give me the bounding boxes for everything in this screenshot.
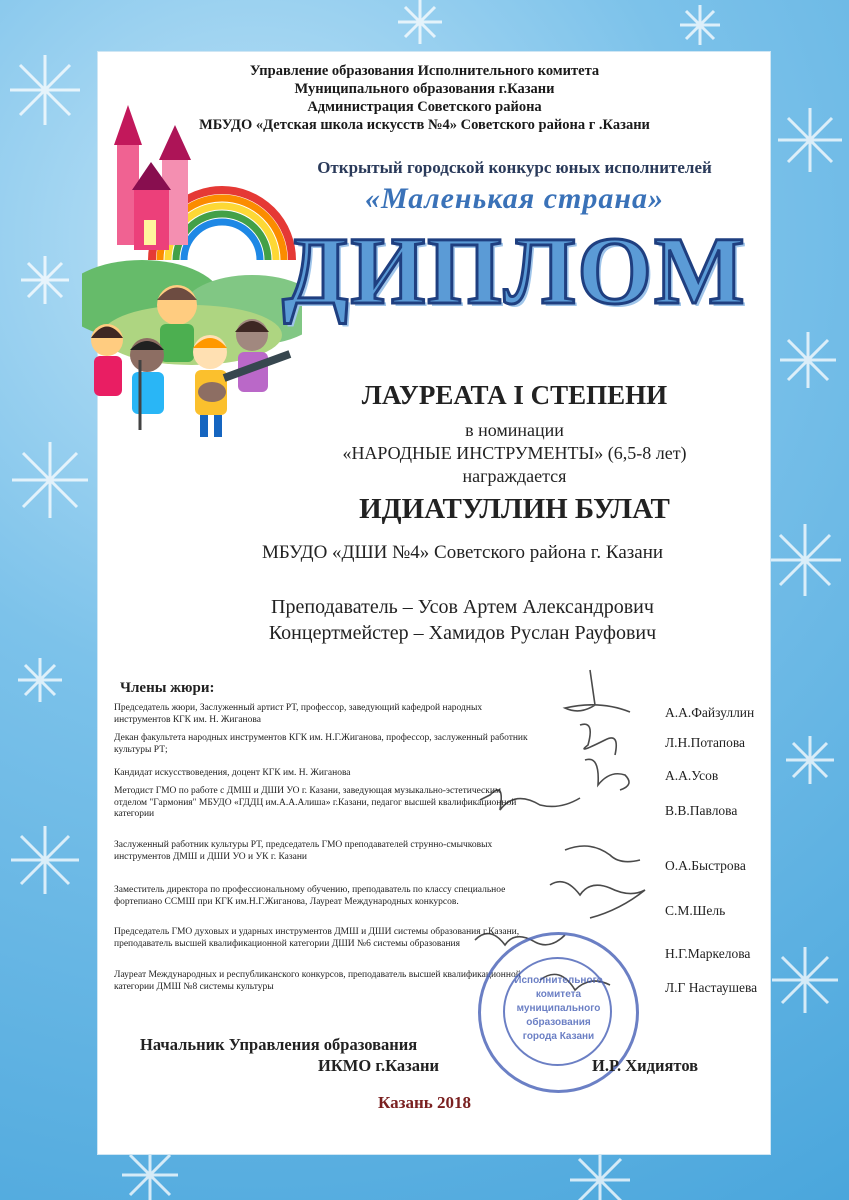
jury-member-desc: Кандидат искусствоведения, доцент КГК им. Н. Жиганова xyxy=(114,768,351,778)
accompanist-line: Концертмейстер – Хамидов Руслан Рауфович xyxy=(268,622,657,644)
jury-member-name: С.М.Шель xyxy=(665,903,726,918)
jury-member-name: А.А.Усов xyxy=(665,768,719,783)
jury-member-name: А.А.Файзуллин xyxy=(665,705,755,720)
head-title-line-1: Начальник Управления образования xyxy=(140,1035,418,1054)
header-line-2: Муниципального образования г.Казани xyxy=(294,81,555,97)
stamp-line-2: комитета xyxy=(535,989,582,1000)
jury-member-name: Л.Н.Потапова xyxy=(665,735,746,750)
stamp-line-3: муниципального xyxy=(516,1003,601,1014)
jury-member-name: Л.Г Настаушева xyxy=(665,980,758,995)
contest-name: «Маленькая страна» xyxy=(364,182,665,215)
award-degree: ЛАУРЕАТА I СТЕПЕНИ xyxy=(361,380,668,410)
awarded-label: награждается xyxy=(462,466,567,486)
city-year: Казань 2018 xyxy=(378,1093,471,1112)
header-line-3: Администрация Советского района xyxy=(307,99,542,115)
jury-member-desc: Методист ГМО по работе с ДМШ и ДШИ УО г. Казани, заведующая музыкально-эстетическим отделом "Гармония" МБУДО «ГДДЦ им.А.А.Алиша» г.Казани, педагог высшей квалификационной категории xyxy=(114,786,517,819)
nomination: «НАРОДНЫЕ ИНСТРУМЕНТЫ» (6,5-8 лет) xyxy=(342,443,687,463)
jury-member-desc: Заместитель директора по профессиональному обучению, преподаватель по классу специальное фортепиано ССМШ при КГК им.Н.Г.Жиганова, Лауреат Международных конкурсов. xyxy=(114,885,506,907)
stamp-line-4: образования xyxy=(526,1017,591,1028)
header-line-4: МБУДО «Детская школа искусств №4» Советского района г .Казани xyxy=(199,117,650,133)
jury-member-desc: Заслуженный работник культуры РТ, председатель ГМО преподавателей струнно-смычковых инструментов ДМШ и ДШИ УО и УК г. Казани xyxy=(114,840,493,862)
stamp-line-1: Исполнительного xyxy=(514,975,603,986)
jury-member-desc: Декан факультета народных инструментов КГК им. Н.Г.Жиганова, профессор, заслуженный работник культуры РТ; xyxy=(114,733,528,755)
head-name: И.Р. Хидиятов xyxy=(592,1056,699,1075)
diploma-heading: ДИПЛОМ xyxy=(282,217,747,324)
jury-member-name: Н.Г.Маркелова xyxy=(665,946,751,961)
jury-title: Члены жюри: xyxy=(120,680,215,696)
awardee-school: МБУДО «ДШИ №4» Советского района г. Казани xyxy=(261,542,664,563)
in-nomination-label: в номинации xyxy=(465,420,564,440)
head-title-line-2: ИКМО г.Казани xyxy=(318,1056,439,1075)
jury-member-name: О.А.Быстрова xyxy=(665,858,746,873)
teacher-line: Преподаватель – Усов Артем Александрович xyxy=(271,596,654,618)
contest-title: Открытый городской конкурс юных исполнителей xyxy=(317,158,712,177)
awardee-name: ИДИАТУЛЛИН БУЛАТ xyxy=(359,493,670,525)
header-line-1: Управление образования Исполнительного комитета xyxy=(249,63,600,79)
jury-member-desc: Председатель ГМО духовых и ударных инструментов ДМШ и ДШИ системы образования г.Казани, преподаватель высшей квалификационной категории ДШИ №6 системы образования xyxy=(114,927,520,949)
stamp-line-5: города Казани xyxy=(522,1031,595,1042)
jury-member-desc: Лауреат Международных и республиканского конкурсов, преподаватель высшей квалификационной категории ДМШ №8 системы культуры xyxy=(114,970,521,992)
jury-member-desc: Председатель жюри, Заслуженный артист РТ, профессор, заведующий кафедрой народных инструментов КГК им. Н. Жиганова xyxy=(114,703,483,725)
jury-member-name: В.В.Павлова xyxy=(665,803,738,818)
